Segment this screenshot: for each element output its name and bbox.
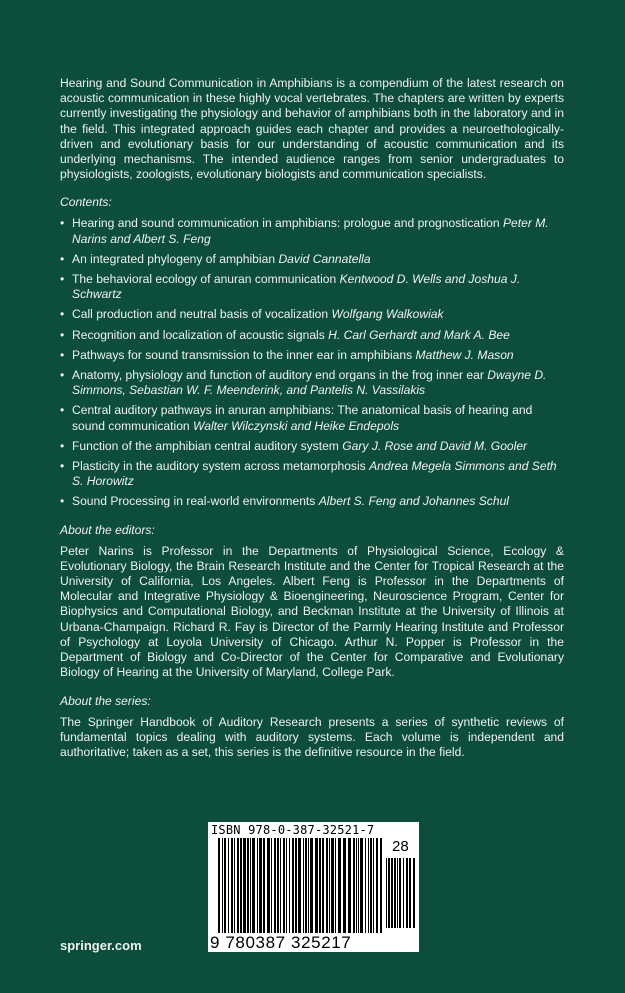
barcode-stripe <box>280 838 281 933</box>
book-description: Hearing and Sound Communication in Amphibians is a compendium of the latest research on acoustic communication in these highly vocal vertebrates. The chapters are written by experts currently investigating the physiology and behavior of amphibians both in the laboratory and in the field. This integrated approach guides each chapter and provides a neuroethologically-driven and evolutionary basis for our understanding of acoustic communication and its underlying mechanisms. The intended audience ranges from senior undergraduates to physiologists, zoologists, evolutionary biologists and communication specialists. <box>60 76 564 182</box>
contents-list <box>60 216 564 509</box>
barcode-stripe <box>243 838 246 933</box>
contents-item: • Sound Processing in real-world environments Albert S. Feng and Johannes Schul <box>60 494 564 509</box>
contents-item: • Function of the amphibian central auditory system Gary J. Rose and David M. Gooler <box>60 439 564 454</box>
barcode-addon-number: 28 <box>392 838 409 855</box>
contents-item: • Anatomy, physiology and function of auditory end organs in the frog inner ear Dwayne D. Simmons, Sebastian W. F. Meenderink, and Pantelis N. Vassilakis <box>60 368 564 398</box>
series-text: The Springer Handbook of Auditory Research presents a series of synthetic reviews of fundamental topics dealing with auditory systems. Each volume is independent and authoritative; taken as a set, this series is the definitive resource in the field. <box>60 714 564 759</box>
barcode-stripe <box>368 838 369 933</box>
barcode-stripe <box>308 838 309 933</box>
barcode-bars <box>218 838 383 938</box>
barcode-stripe <box>257 838 258 933</box>
barcode-stripe <box>286 838 287 933</box>
barcode-stripe <box>380 838 382 933</box>
barcode-stripe <box>373 838 374 933</box>
editors-text: Peter Narins is Professor in the Departments of Physiological Science, Ecology & Evolutionary Biology, the Brain Research Institute and the Center for Tropical Research at the University of California, Los Angeles. Albert Feng is Professor in the Departments of Molecular and Integrative Physiology & Bioengineering, Neuroscience Program, Center for Biophysics and Computational Biology, and Beckman Institute at the University of Illinois at Urbana-Champaign. Richard R. Fay is Director of the Parmly Hearing Institute and Professor of Psychology at Loyola University of Chicago. Arthur N. Popper is Professor in the Department of Biology and Co-Director of the Center for Comparative and Evolutionary Biology of Hearing at the University of Maryland, College Park. <box>60 543 564 680</box>
contents-item: • An integrated phylogeny of amphibian David Cannatella <box>60 252 564 267</box>
barcode-stripe <box>399 858 401 928</box>
barcode-digits: 9 780387 325217 <box>210 933 352 952</box>
barcode-stripe <box>310 838 313 933</box>
contents-item: • Hearing and sound communication in amphibians: prologue and prognostication Peter M. Narins and Albert S. Feng <box>60 216 564 246</box>
barcode-stripe <box>370 838 372 933</box>
barcode-stripe <box>319 838 321 933</box>
barcode-stripe <box>413 858 415 928</box>
barcode-stripe <box>365 838 366 933</box>
barcode-stripe <box>283 838 285 933</box>
contents-heading: Contents: <box>60 195 112 210</box>
barcode-stripe <box>292 838 294 933</box>
back-cover-text <box>60 76 564 760</box>
barcode-stripe <box>303 838 304 933</box>
contents-item: • Central auditory pathways in anuran amphibians: The anatomical basis of hearing and sound communication Walter Wilczynski and Heike Endepols <box>60 403 564 433</box>
barcode-stripe <box>228 838 229 933</box>
barcode-stripe <box>331 838 334 933</box>
isbn-barcode <box>208 822 419 952</box>
barcode-stripe <box>329 838 330 933</box>
barcode-stripe <box>388 858 390 928</box>
barcode-stripe <box>326 838 328 933</box>
barcode-stripe <box>386 858 387 928</box>
barcode-stripe <box>343 838 346 933</box>
barcode-stripe <box>237 838 239 933</box>
barcode-stripe <box>394 858 396 928</box>
isbn-label: ISBN 978-0-387-32521-7 <box>211 823 375 837</box>
barcode-stripe <box>322 838 324 933</box>
barcode-stripe <box>271 838 272 933</box>
barcode-stripe <box>335 838 336 933</box>
barcode-stripe <box>397 858 398 928</box>
contents-item: • Call production and neutral basis of vocalization Wolfgang Walkowiak <box>60 307 564 322</box>
barcode-stripe <box>218 838 220 933</box>
barcode-stripe <box>267 838 270 933</box>
barcode-stripe <box>406 858 408 928</box>
barcode-stripe <box>234 838 235 933</box>
barcode-stripe <box>298 838 301 933</box>
barcode-stripe <box>358 838 359 933</box>
barcode-stripe <box>356 838 357 933</box>
barcode-stripe <box>360 838 363 933</box>
barcode-stripe <box>376 838 378 933</box>
barcode-stripe <box>224 838 226 933</box>
barcode-addon-bars <box>386 858 416 928</box>
barcode-stripe <box>274 838 276 933</box>
barcode-stripe <box>259 838 262 933</box>
barcode-stripe <box>409 858 411 928</box>
barcode-stripe <box>231 838 233 933</box>
barcode-stripe <box>295 838 297 933</box>
barcode-stripe <box>348 838 351 933</box>
barcode-stripe <box>289 838 290 933</box>
barcode-stripe <box>222 838 223 933</box>
barcode-stripe <box>338 838 341 933</box>
barcode-stripe <box>252 838 255 933</box>
publisher-website: springer.com <box>60 938 142 953</box>
contents-item: • The behavioral ecology of anuran communication Kentwood D. Wells and Joshua J. Schwartz <box>60 272 564 302</box>
barcode-stripe <box>263 838 265 933</box>
barcode-stripe <box>277 838 279 933</box>
editors-heading: About the editors: <box>60 522 155 537</box>
barcode-stripe <box>240 838 242 933</box>
barcode-stripe <box>315 838 318 933</box>
contents-item: • Pathways for sound transmission to the inner ear in amphibians Matthew J. Mason <box>60 348 564 363</box>
barcode-stripe <box>391 858 393 928</box>
contents-item: • Plasticity in the auditory system across metamorphosis Andrea Megela Simmons and Seth S. Horowitz <box>60 459 564 489</box>
barcode-stripe <box>250 838 251 933</box>
barcode-stripe <box>247 838 249 933</box>
contents-item: • Recognition and localization of acoustic signals H. Carl Gerhardt and Mark A. Bee <box>60 328 564 343</box>
series-heading: About the series: <box>60 693 151 708</box>
barcode-stripe <box>353 838 355 933</box>
barcode-stripe <box>403 858 404 928</box>
barcode-stripe <box>305 838 307 933</box>
